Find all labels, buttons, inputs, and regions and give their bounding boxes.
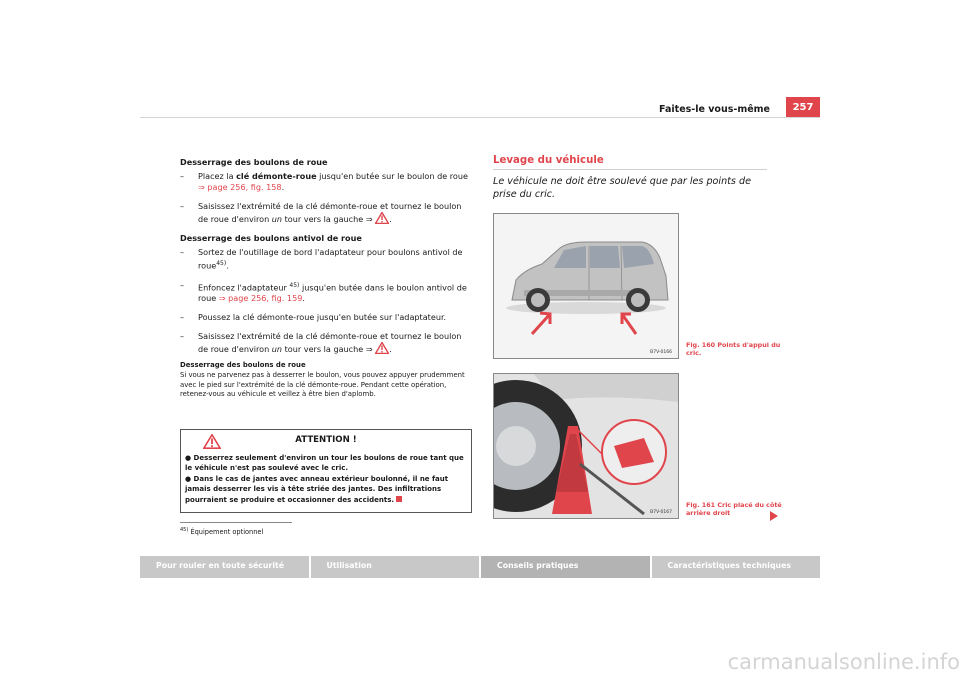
warning-triangle-icon[interactable] <box>375 212 389 224</box>
step-5-text: Poussez la clé démonte-roue jusqu'en butée sur l'adaptateur. <box>198 312 447 323</box>
warning-triangle-icon[interactable] <box>375 342 389 354</box>
figure-caption-161: Fig. 161 Cric placé du côté arrière droit <box>686 501 782 518</box>
bullet-icon: ● <box>185 454 192 462</box>
warning-box <box>180 429 472 513</box>
footnote-marker: 45) <box>289 281 300 289</box>
step-4-text: Enfoncez l'adaptateur <box>198 282 290 293</box>
step-4-text-end: jusqu'en butée dans le boulon antivol de roue <box>198 282 467 304</box>
step-1-text: Placez la <box>198 171 237 181</box>
step-6-text-end: tour vers la gauche ⇒ <box>282 344 376 355</box>
header-divider <box>140 117 820 118</box>
step-6-em: un <box>271 344 283 355</box>
step-3: – Sortez de l'outillage de bord l'adaptateur pour boulons antivol de roue$^{45)}$. <box>180 247 463 271</box>
step-1-text-end: jusqu'en butée sur le boulon de roue <box>316 171 468 181</box>
section-intro: Le véhicule ne doit être soulevé que par les points de prise du cric. <box>493 176 751 200</box>
figure-jack-placed <box>493 373 679 519</box>
tab-practical-tips[interactable]: Conseils pratiques <box>481 556 650 578</box>
step-3-text: Sortez de l'outillage de bord l'adaptateur pour boulons antivol de roue <box>198 247 463 271</box>
tab-operation[interactable]: Utilisation <box>311 556 480 578</box>
footnote-text: Équipement optionnel <box>190 528 264 537</box>
step-1-link[interactable]: ⇒ page 256, fig. 158 <box>198 182 282 192</box>
warning-bullet <box>185 474 467 505</box>
step-2-em: un <box>271 214 283 224</box>
page-number: 257 <box>786 97 820 117</box>
footer-nav <box>140 556 820 578</box>
next-page-arrow-icon[interactable] <box>770 511 778 521</box>
page-header-title: Faites-le vous-même <box>659 104 770 115</box>
step-2-text: Saisissez l'extrémité de la clé démonte-roue et tournez le boulon de roue d'environ <box>198 201 462 224</box>
step-2-text-end: tour vers la gauche ⇒ <box>282 214 376 224</box>
step-4: – Enfoncez l'adaptateur $^{45)}$ jusqu'en butée dans le boulon antivol de roue ⇒ page 256, fig. 159. <box>180 279 467 304</box>
step-1-bold: clé démonte-roue <box>236 171 317 181</box>
warning-bullet-text: Dans le cas de jantes avec anneau extérieur boulonné, il ne faut jamais desserrer les vis à tête striée des jantes. Des infiltrations pourraient se produire et occasionner des accidents. <box>185 474 449 504</box>
note-block <box>180 361 470 399</box>
figure-caption-160: Fig. 160 Points d'appui du cric. <box>686 341 781 358</box>
step-dash: – <box>180 331 185 342</box>
step-dash: – <box>180 171 185 181</box>
heading-wheel-bolts: Desserrage des boulons de roue <box>180 157 328 167</box>
step-dash: – <box>180 247 185 257</box>
tab-technical-data[interactable]: Caractéristiques techniques <box>652 556 821 578</box>
end-square-icon <box>396 496 402 502</box>
footnote-marker: 45) <box>216 260 227 267</box>
figure-code: B7V-0166 <box>650 350 672 355</box>
step-5 <box>180 312 470 323</box>
note-body: Si vous ne parvenez pas à desserrer le boulon, vous pouvez appuyer prudemment avec le pied sur l'extrémité de la clé démonte-roue. Pendant cette opération, retenez-vous au véhicule et veillez à être bien d'aplomb. <box>180 370 465 399</box>
jack-illustration <box>494 374 678 518</box>
note-heading: Desserrage des boulons de roue <box>180 361 306 370</box>
step-dash: – <box>180 312 185 323</box>
tab-safety[interactable]: Pour rouler en toute sécurité <box>140 556 309 578</box>
step-dash: – <box>180 201 185 211</box>
footnote <box>180 527 263 536</box>
footnote-mark: 45) <box>180 527 189 533</box>
warning-bullet-text: Desserrez seulement d'environ un tour les boulons de roue tant que le véhicule n'est pas soulevé avec le cric. <box>185 454 464 473</box>
step-6: – Saisissez l'extrémité de la clé démonte-roue et tournez le boulon de roue d'environ un tour vers la gauche ⇒ . <box>180 331 462 355</box>
warning-bullet <box>185 453 467 474</box>
car-illustration <box>494 214 678 358</box>
step-2: – Saisissez l'extrémité de la clé démonte-roue et tournez le boulon de roue d'environ un tour vers la gauche ⇒ . <box>180 201 462 224</box>
section-divider <box>493 169 767 170</box>
bullet-icon: ● <box>185 474 192 483</box>
footnote-divider <box>180 522 292 523</box>
figure-code: B7V-0167 <box>650 510 672 515</box>
step-6-text: Saisissez l'extrémité de la clé démonte-roue et tournez le boulon de roue d'environ <box>198 331 462 355</box>
warning-title: ATTENTION ! <box>295 435 357 445</box>
heading-antitheft-bolts: Desserrage des boulons antivol de roue <box>180 233 362 243</box>
left-column <box>180 157 470 400</box>
step-1: – Placez la clé démonte-roue jusqu'en butée sur le boulon de roue ⇒ page 256, fig. 158. <box>180 171 468 192</box>
warning-body <box>185 453 467 505</box>
watermark: carmanualsonline.info <box>727 650 960 674</box>
figure-car-jack-points <box>493 213 679 359</box>
step-dash: – <box>180 279 185 290</box>
step-4-link[interactable]: ⇒ page 256, fig. 159 <box>218 293 303 304</box>
section-title: Levage du véhicule <box>493 155 604 166</box>
